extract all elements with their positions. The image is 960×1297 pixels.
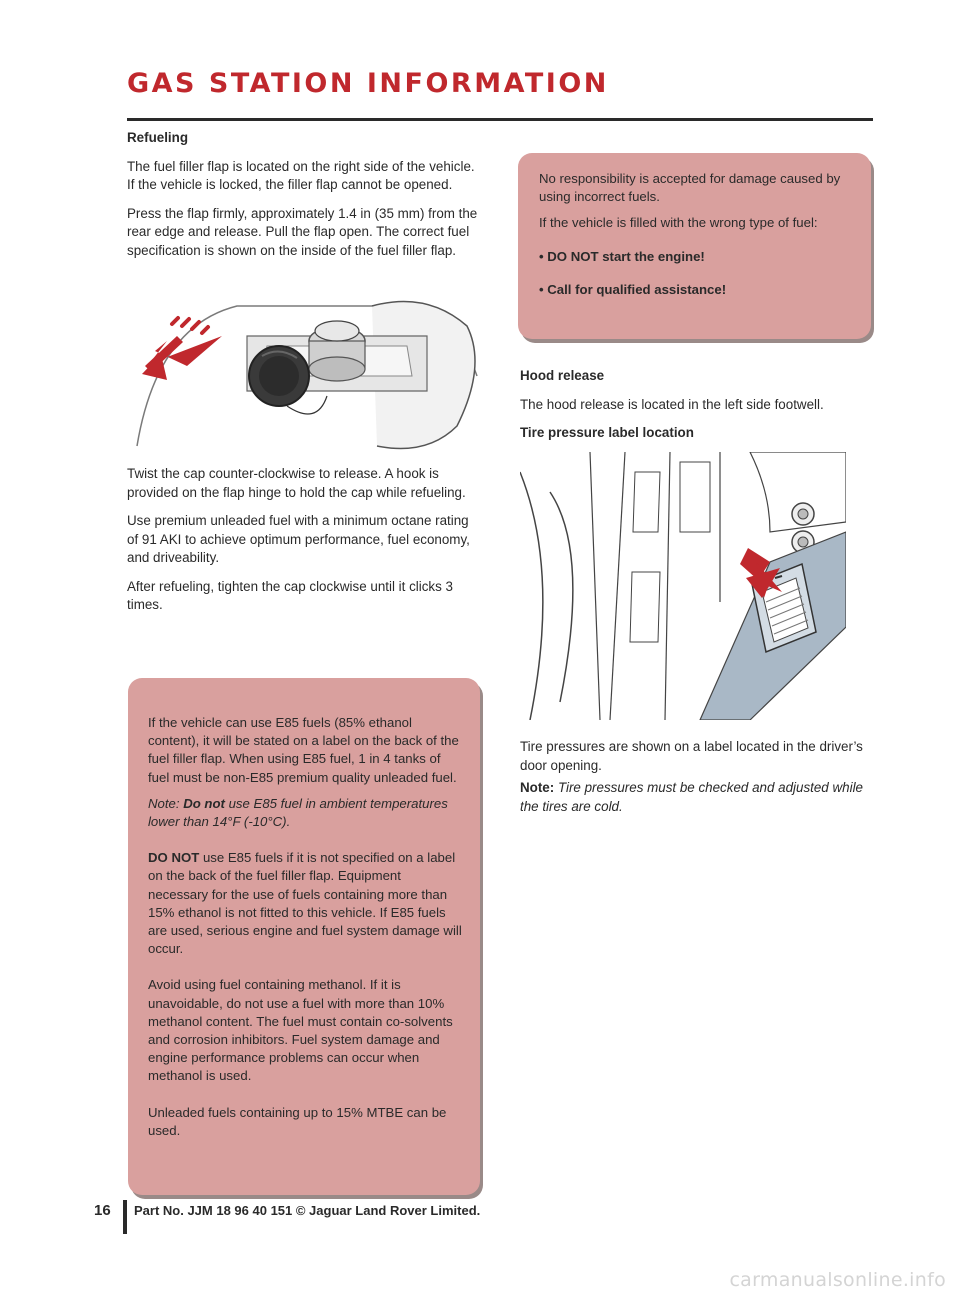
tire-text: Tire pressures are shown on a label located in the driver’s door opening. <box>520 739 863 773</box>
e85-paragraph-4: Avoid using fuel containing methanol. If it is unavoidable, do not use a fuel with more than 10% methanol content. The fuel must contain co-solvents and corrosion inhibitors. Fuel system damage and engine performance problems can occur when methanol is used. <box>148 977 453 1084</box>
hood-heading: Hood release <box>520 368 605 383</box>
watermark: carmanualsonline.info <box>729 1269 946 1291</box>
tire-heading: Tire pressure label location <box>520 425 694 440</box>
tire-pressure-label-illustration <box>520 452 846 720</box>
refueling-paragraph-4: Use premium unleaded fuel with a minimum octane rating of 91 AKI to achieve optimum performance, fuel economy, and driveability. <box>127 513 470 565</box>
part-number: Part No. JJM 18 96 40 151 © Jaguar Land Rover Limited. <box>134 1203 481 1218</box>
e85-paragraph-1: If the vehicle can use E85 fuels (85% ethanol content), it will be stated on a label on the back of the fuel filler flap. When using E85 fuel, 1 in 4 tanks of fuel must be non-E85 premium quality unleaded fuel. <box>148 715 459 785</box>
fuel-cap-illustration <box>127 296 479 456</box>
warning-paragraph-1: No responsibility is accepted for damage caused by using incorrect fuels. <box>539 171 841 205</box>
e85-do-not-bold: DO NOT <box>148 850 200 866</box>
refueling-paragraph-1: The fuel filler flap is located on the right side of the vehicle. If the vehicle is locked, the filler flap cannot be opened. <box>127 158 475 192</box>
tire-note-text: Tire pressures must be checked and adjusted while the tires are cold. <box>520 780 863 814</box>
tire-note <box>520 779 876 816</box>
e85-fuel-notice-box <box>128 678 480 1195</box>
page-title: GAS STATION INFORMATION <box>127 68 609 99</box>
refueling-section <box>127 129 479 270</box>
title-divider <box>127 118 873 121</box>
tire-section <box>520 738 876 826</box>
refueling-heading: Refueling <box>127 130 189 145</box>
warning-bullet-2: • Call for qualified assistance! <box>539 281 727 297</box>
refueling-paragraph-3: Twist the cap counter-clockwise to release. A hook is provided on the flap hinge to hold the cap while refueling. <box>127 466 466 500</box>
warning-paragraph-2: If the vehicle is filled with the wrong type of fuel: <box>539 215 818 231</box>
wrong-fuel-warning-box <box>518 153 871 339</box>
e85-paragraph-3-text: use E85 fuels if it is not specified on a label on the back of the fuel filler flap. Equipment necessary for the use of fuels containing more than 15% ethanol is not fitted to this vehicle. If E85 fuels are used, serious engine and fuel system damage will occur. <box>148 850 462 957</box>
hood-section <box>520 367 876 453</box>
footer-divider <box>123 1200 127 1234</box>
e85-note-text: use E85 fuel in ambient temperatures lower than 14°F (-10°C). <box>148 795 448 830</box>
e85-paragraph-5: Unleaded fuels containing up to 15% MTBE can be used. <box>148 1104 447 1138</box>
refueling-paragraph-2: Press the flap firmly, approximately 1.4 in (35 mm) from the rear edge and release. Pull the flap open. The correct fuel specification is shown on the inside of the fuel filler flap. <box>127 205 478 258</box>
e85-note-prefix: Note: <box>148 795 184 811</box>
refueling-paragraph-5: After refueling, tighten the cap clockwise until it clicks 3 times. <box>127 578 453 612</box>
e85-note-bold: Do not <box>183 795 225 811</box>
warning-bullet-1: • DO NOT start the engine! <box>539 248 705 264</box>
e85-note <box>148 795 462 831</box>
tire-note-label: Note: <box>520 780 555 795</box>
refueling-section-continued <box>127 465 479 625</box>
e85-paragraph-3 <box>148 849 462 958</box>
page-number: 16 <box>94 1202 111 1219</box>
hood-text: The hood release is located in the left side footwell. <box>520 396 824 412</box>
